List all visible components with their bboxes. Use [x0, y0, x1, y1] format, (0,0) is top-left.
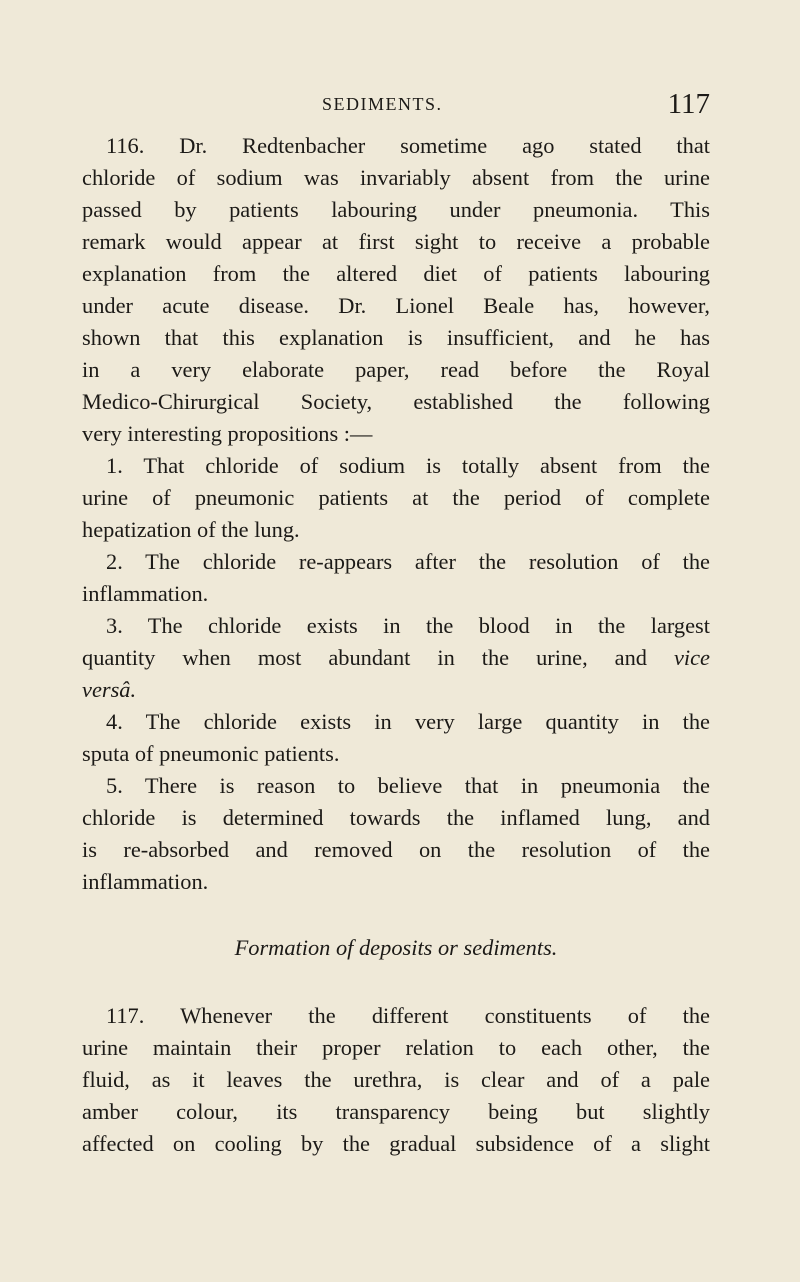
text-line: Medico-Chirurgical Society, established the following: [82, 389, 710, 414]
running-title: SEDIMENTS.: [322, 94, 443, 114]
italic-text: vice: [673, 645, 710, 670]
section-heading: Formation of deposits or sediments.: [234, 935, 558, 960]
text-line: remark would appear at first sight to receive a probable: [82, 229, 710, 254]
proposition-2: [82, 546, 710, 610]
running-head: [82, 88, 710, 122]
text-line: passed by patients labouring under pneumonia. This: [82, 197, 710, 222]
text-line: 116. Dr. Redtenbacher sometime ago stated that: [106, 133, 710, 158]
text-line: fluid, as it leaves the urethra, is clear and of a pale: [82, 1067, 710, 1092]
text-line: urine of pneumonic patients at the period of complete: [82, 485, 710, 510]
text-line: [82, 642, 710, 674]
text-line: 1. That chloride of sodium is totally absent from the: [106, 453, 710, 478]
text-line: amber colour, its transparency being but slightly: [82, 1099, 710, 1124]
text-line: chloride is determined towards the inflamed lung, and: [82, 805, 710, 830]
text-line: 117. Whenever the different constituents of the: [106, 1003, 710, 1028]
text-line: hepatization of the lung.: [82, 517, 300, 542]
text-line: inflammation.: [82, 869, 209, 894]
proposition-1: [82, 450, 710, 546]
proposition-5: [82, 770, 710, 898]
text-line: under acute disease. Dr. Lionel Beale has, however,: [82, 293, 710, 318]
italic-text-line: versâ.: [82, 677, 137, 702]
text-line: sputa of pneumonic patients.: [82, 741, 340, 766]
text-line: 3. The chloride exists in the blood in the largest: [106, 613, 710, 638]
proposition-4: [82, 706, 710, 770]
page-number: 117: [667, 88, 710, 120]
proposition-3: [82, 610, 710, 706]
paragraph-116: [82, 130, 710, 450]
text-line: urine maintain their proper relation to each other, the: [82, 1035, 710, 1060]
text-segment: quantity when most abundant in the urine, and: [82, 645, 647, 670]
text-line: in a very elaborate paper, read before the Royal: [82, 357, 710, 382]
paragraph-117: [82, 1000, 710, 1160]
text-line: chloride of sodium was invariably absent from the urine: [82, 165, 710, 190]
text-line: 5. There is reason to believe that in pneumonia the: [106, 773, 710, 798]
text-line: affected on cooling by the gradual subsidence of a slight: [82, 1131, 710, 1156]
text-line: 2. The chloride re-appears after the resolution of the: [106, 549, 710, 574]
text-line: 4. The chloride exists in very large quantity in the: [106, 709, 710, 734]
text-line: shown that this explanation is insufficient, and he has: [82, 325, 710, 350]
text-line: is re-absorbed and removed on the resolution of the: [82, 837, 710, 862]
text-line: explanation from the altered diet of patients labouring: [82, 261, 710, 286]
body-text: [82, 130, 710, 1160]
text-line: inflammation.: [82, 581, 209, 606]
text-line: very interesting propositions :—: [82, 421, 373, 446]
